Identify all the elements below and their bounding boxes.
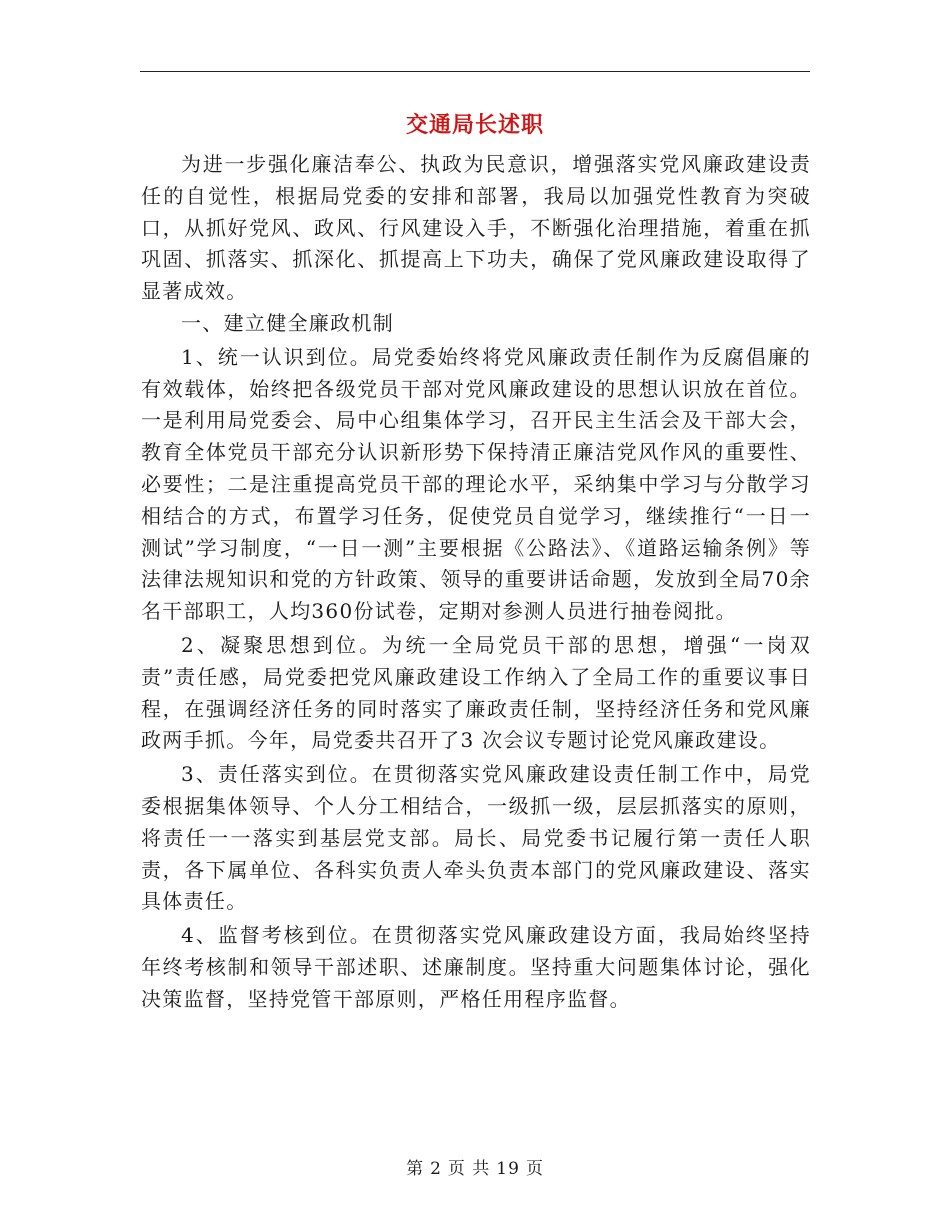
header-rule — [140, 71, 810, 72]
page-footer — [0, 1154, 950, 1179]
intro-paragraph: 为进一步强化廉洁奉公、执政为民意识，增强落实党风廉政建设责任的自觉性，根据局党委的安排和部署，我局以加强党性教育为突破口，从抓好党风、政风、行风建设入手，不断强化治理措施，着重在抓巩固、抓落实、抓深化、抓提高上下功夫，确保了党风廉政建设取得了显著成效。 — [141, 152, 811, 304]
paragraph-item-4: 4、监督考核到位。在贯彻落实党风廉政建设方面，我局始终坚持年终考核制和领导干部述职、述廉制度。坚持重大问题集体讨论，强化决策监督，坚持党管干部原则，严格任用程序监督。 — [141, 923, 811, 1011]
paragraph-item-2: 2、凝聚思想到位。为统一全局党员干部的思想，增强“一岗双责”责任感，局党委把党风廉政建设工作纳入了全局工作的重要议事日程，在强调经济任务的同时落实了廉政责任制，坚持经济任务和党风廉政两手抓。今年，局党委共召开了3 次会议专题讨论党风廉政建设。 — [141, 632, 811, 753]
footer-label-page: 第 — [406, 1159, 425, 1179]
footer-current-page: 2 — [430, 1159, 442, 1179]
footer-total-pages: 19 — [496, 1159, 520, 1179]
document-title: 交通局长述职 — [405, 112, 544, 138]
paragraph-item-1: 1、统一认识到位。局党委始终将党风廉政责任制作为反腐倡廉的有效载体，始终把各级党员干部对党风廉政建设的思想认识放在首位。一是利用局党委会、局中心组集体学习，召开民主生活会及干部大会，教育全体党员干部充分认识新形势下保持清正廉洁党风作风的重要性、必要性；二是注重提高党员干部的理论水平，采纳集中学习与分散学习相结合的方式，布置学习任务，促使党员自觉学习，继续推行“一日一测试”学习制度，“一日一测”主要根据《公路法》、《道路运输条例》等法律法规知识和党的方针政策、领导的重要讲话命题，发放到全局70余名干部职工，人均360份试卷，定期对参测人员进行抽卷阅批。 — [141, 344, 811, 624]
document-body — [141, 149, 811, 1016]
footer-label-pages: 页 — [525, 1159, 544, 1179]
section-heading: 一、建立健全廉政机制 — [181, 310, 394, 335]
footer-label-of: 页 共 — [447, 1159, 491, 1179]
paragraph-item-3: 3、责任落实到位。在贯彻落实党风廉政建设责任制工作中，局党委根据集体领导、个人分工相结合，一级抓一级，层层抓落实的原则，将责任一一落实到基层党支部。局长、局党委书记履行第一责任人职责，各下属单位、各科实负责人牵头负责本部门的党风廉政建设、落实具体责任。 — [141, 762, 811, 914]
